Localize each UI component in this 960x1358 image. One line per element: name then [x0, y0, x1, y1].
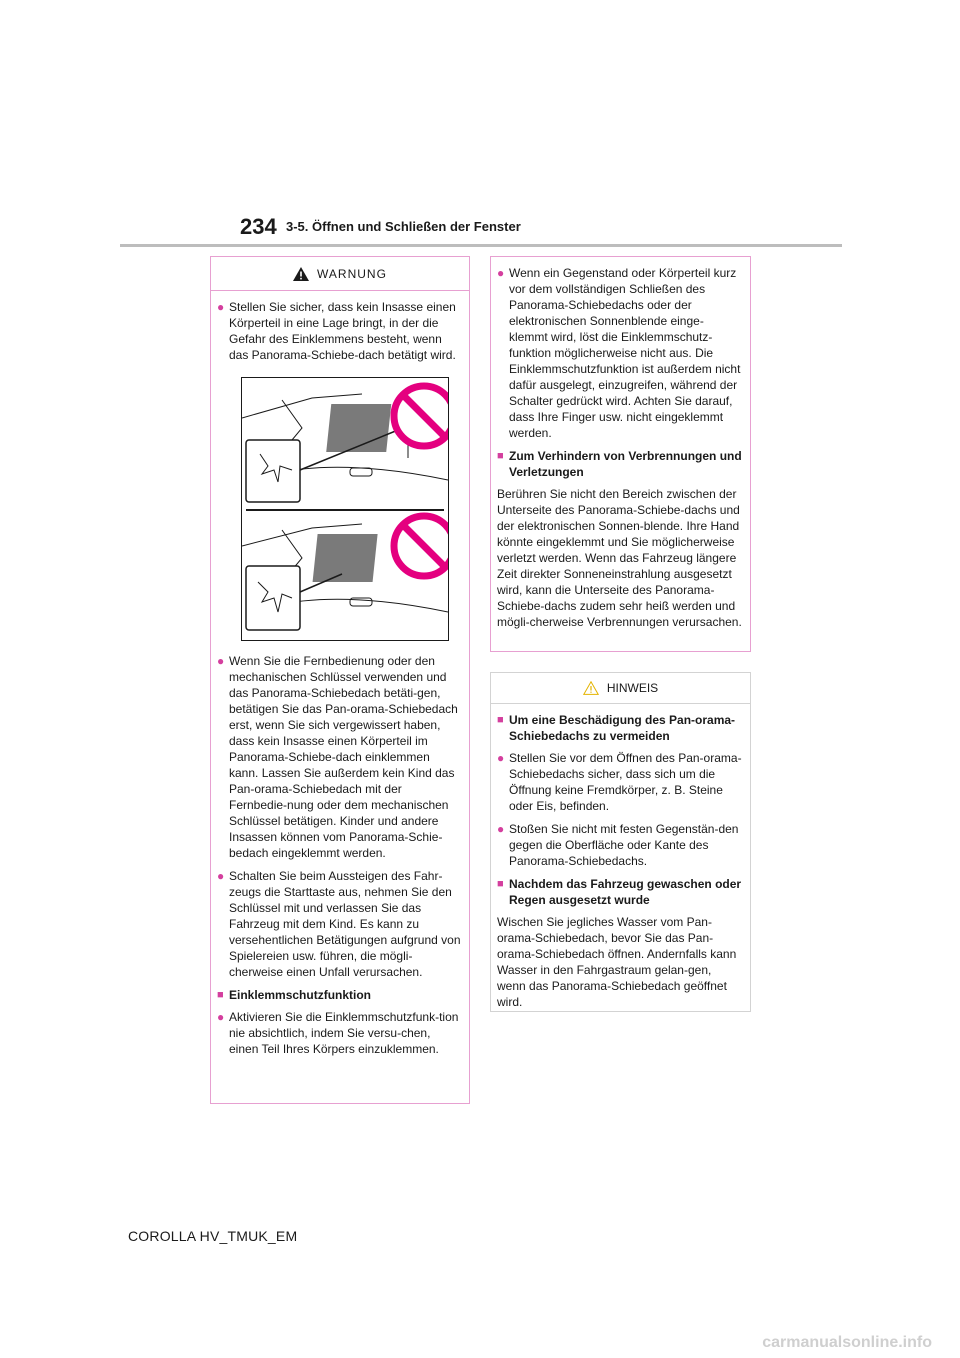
- warning-continued-box: [490, 256, 751, 652]
- square-bullet-icon: ■: [497, 714, 504, 726]
- bullet-icon: ●: [497, 751, 505, 765]
- subheading: ■ Einklemmschutzfunktion: [217, 988, 372, 1002]
- square-bullet-icon: ■: [497, 878, 504, 890]
- bullet-icon: ●: [217, 654, 225, 668]
- note-item: ● Stellen Sie vor dem Öffnen des Pan-orama-Schiebedachs sicher, dass sich um die Öffnung keine Fremdkörper, z. B. Steine oder Eis, befinden.: [497, 751, 742, 813]
- note-header: [491, 673, 750, 704]
- warning-triangle-icon: [293, 267, 309, 281]
- sunroof-prohibition-icon: [242, 378, 448, 640]
- warning-item: ● Wenn ein Gegenstand oder Körperteil kurz vor dem vollständigen Schließen des Panorama-Schiebedachs oder der elektronischen Sonnenblende einge-klemmt wird, löst die Einklemmschutz-funktion möglicherweise nicht aus. Die Einklemmschutzfunktion ist außerdem nicht dafür ausgelegt, einzugreifen, während der Schalter gedrückt wird. Achten Sie darauf, dass Ihre Finger usw. nicht eingeklemmt werden.: [497, 266, 741, 440]
- warning-label: WARNUNG: [317, 266, 387, 281]
- bullet-icon: ●: [217, 1010, 225, 1024]
- footer-model: COROLLA HV_TMUK_EM: [128, 1228, 298, 1244]
- section-title: 3-5. Öffnen und Schließen der Fenster: [286, 219, 521, 234]
- subheading: ■ Um eine Beschädigung des Pan-orama-Schiebedachs zu vermeiden: [497, 713, 736, 743]
- page-number: 234: [240, 214, 277, 239]
- bullet-icon: ●: [217, 300, 225, 314]
- subheading: ■ Zum Verhindern von Verbrennungen und Verletzungen: [497, 449, 742, 479]
- square-bullet-icon: ■: [497, 450, 504, 462]
- paragraph: Berühren Sie nicht den Bereich zwischen der Unterseite des Panorama-Schiebe-dachs und der elektronischen Sonnen-blende. Ihre Hand könnte eingeklemmt und Sie möglicherweise verletzt werden. Wenn das Fahrzeug längere Zeit direkter Sonneneinstrahlung ausgesetzt wird, kann die Unterseite des Panorama-Schiebe-dachs zudem sehr heiß werden und mögli-cherweise Verbrennungen verursachen.: [497, 487, 742, 629]
- bullet-icon: ●: [497, 266, 505, 280]
- warning-item: ● Wenn Sie die Fernbedienung oder den mechanischen Schlüssel verwenden und das Panorama-Schiebedach betäti-gen, betätigen Sie das Pan-orama-Schiebedach erst, wenn Sie sich vergewissert haben, dass kein Insasse einen Körperteil im Panorama-Schiebe-dach einklemmen kann. Lassen Sie außerdem kein Kind das Pan-orama-Schiebedach mit der Fernbedie-nung oder dem mechanischen Schlüssel betätigen. Kinder und andere Insassen können vom Panorama-Schie-bedach eingeklemmt werden.: [217, 654, 458, 860]
- square-bullet-icon: ■: [217, 989, 224, 1001]
- note-item: ● Stoßen Sie nicht mit festen Gegenstän-den gegen die Oberfläche oder Kante des Panorama-Schiebedachs.: [497, 822, 739, 868]
- note-label: HINWEIS: [606, 681, 659, 695]
- subheading: ■ Nachdem das Fahrzeug gewaschen oder Regen ausgesetzt wurde: [497, 877, 742, 907]
- bullet-icon: ●: [217, 869, 225, 883]
- warning-item: ● Aktivieren Sie die Einklemmschutzfunk-tion nie absichtlich, indem Sie versu-chen, einen Teil Ihres Körpers einzuklemmen.: [217, 1010, 459, 1056]
- watermark: carmanualsonline.info: [762, 1334, 932, 1351]
- warning-item: ● Stellen Sie sicher, dass kein Insasse einen Körperteil in eine Lage bringt, in der die Gefahr des Einklemmens besteht, wenn das Panorama-Schiebe-dach betätigt wird.: [217, 300, 456, 362]
- sunroof-pinch-illustration: [241, 377, 449, 641]
- paragraph: Wischen Sie jegliches Wasser vom Pan-orama-Schiebedach, bevor Sie das Pan-orama-Schiebedach öffnen. Andernfalls kann Wasser in den Fahrgastraum gelan-gen, wenn das Panorama-Schiebedach geöffnet wird.: [497, 915, 737, 1009]
- warning-item: ● Schalten Sie beim Aussteigen des Fahr-zeugs die Starttaste aus, nehmen Sie den Schlüssel mit und verlassen Sie das Fahrzeug mit dem Kind. Es kann zu versehentlichen Betätigungen aufgrund von Spielereien usw. führen, die mögli-cherweise einen Unfall verursachen.: [217, 869, 461, 979]
- bullet-icon: ●: [497, 822, 505, 836]
- warning-box: [210, 256, 470, 1104]
- caution-outline-icon: [583, 681, 599, 695]
- warning-header: [211, 257, 469, 291]
- note-box: [490, 672, 751, 1012]
- header-divider: [120, 244, 842, 247]
